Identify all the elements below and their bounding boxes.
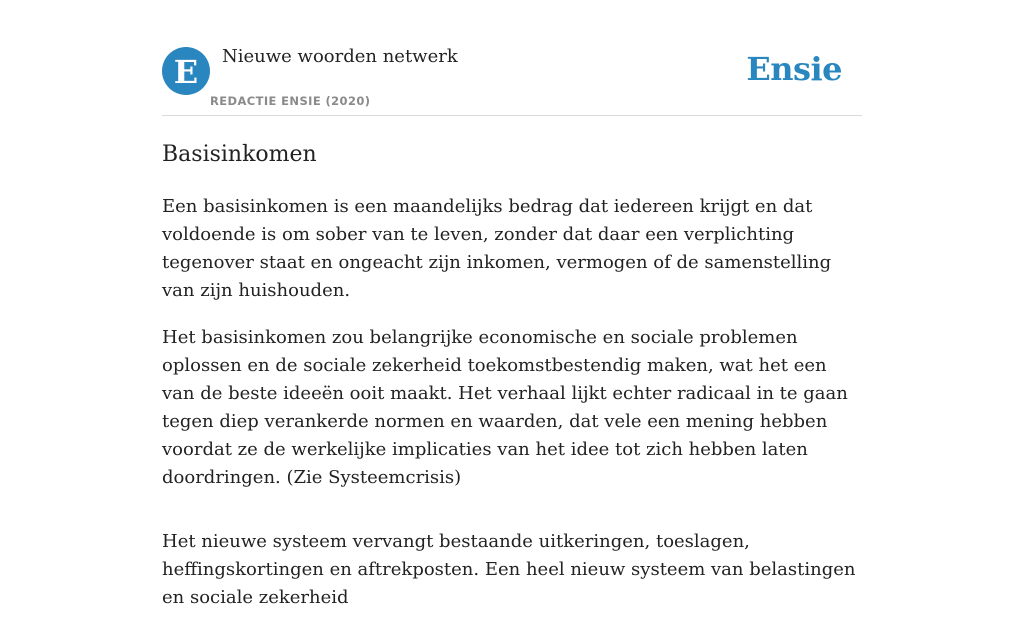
brand-logo[interactable]: Ensie	[746, 50, 842, 88]
article	[162, 140, 862, 631]
article-title: Basisinkomen	[162, 142, 317, 167]
logo-letter: E	[173, 53, 199, 91]
header	[162, 0, 862, 116]
article-paragraph: Het basisinkomen zou belangrijke economische en sociale problemen oplossen en de sociale zekerheid toekomstbestendig maken, wat het een van de beste ideeën ooit maakt. Het verhaal lijkt echter radicaal in te gaan tegen diep verankerde normen en waarden, dat vele een mening hebben voordat ze de werkelijke implicaties van het idee tot zich hebben laten doordringen. (Zie Systeemcrisis)	[162, 327, 848, 488]
article-paragraph: Het nieuwe systeem vervangt bestaande uitkeringen, toeslagen, heffingskortingen en aftrekposten. Een heel nieuw systeem van belastingen en sociale zekerheid	[162, 531, 856, 608]
article-paragraph: Een basisinkomen is een maandelijks bedrag dat iedereen krijgt en dat voldoende is om sober van te leven, zonder dat daar een verplichting tegenover staat en ongeacht zijn inkomen, vermogen of de samenstelling van zijn huishouden.	[162, 196, 832, 301]
network-title[interactable]: Nieuwe woorden netwerk	[222, 46, 458, 67]
author-byline[interactable]: REDACTIE ENSIE (2020)	[210, 94, 371, 108]
ensie-logo-icon[interactable]	[162, 47, 210, 95]
